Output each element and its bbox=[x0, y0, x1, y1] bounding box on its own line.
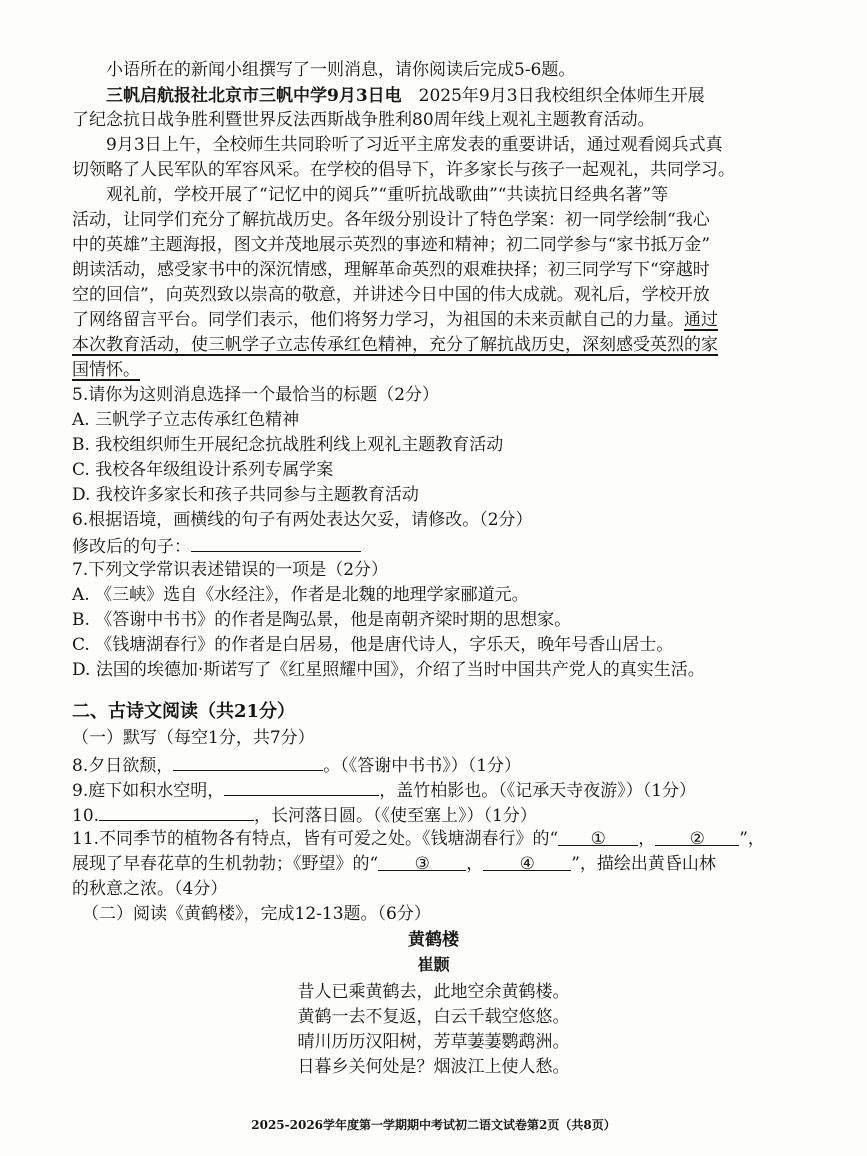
poem-line-3: 晴川历历汉阳树，芳草萋萋鹦鹉洲。 bbox=[297, 1032, 570, 1052]
q11-sep-1: ， bbox=[638, 829, 656, 849]
page-footer: 2025-2026学年度第一学期期中考试初二语文试卷第2页（共8页） bbox=[251, 1118, 616, 1132]
q10-line bbox=[72, 802, 827, 828]
news-p3-line6-text: 了网络留言平台。同学们表示，他们将努力学习，为祖国的未来贡献自己的力量。 bbox=[72, 310, 684, 330]
news-p2-line2: 切领略了人民军队的军容风采。在学校的倡导下，许多家长与孩子一起观礼，共同学习。 bbox=[72, 160, 735, 180]
q9-prefix: 9.庭下如积水空明， bbox=[72, 781, 225, 801]
news-p3-line5: 空的回信”，向英烈致以崇高的敬意，并讲述今日中国的伟大成就。观礼后，学校开放 bbox=[72, 285, 710, 305]
q11-blank-4[interactable]: ④ bbox=[483, 852, 571, 871]
q5-option-d[interactable]: D. 我校许多家长和孩子共同参与主题教育活动 bbox=[72, 485, 419, 505]
news-p3-line2: 活动，让同学们充分了解抗战历史。各年级分别设计了特色学案：初一同学绘制“我心 bbox=[72, 210, 710, 230]
q7-option-d[interactable]: D. 法国的埃德加·斯诺写了《红星照耀中国》，介绍了当时中国共产党人的真实生活。 bbox=[72, 660, 705, 680]
section2-sub2: （二）阅读《黄鹤楼》，完成12-13题。（6分） bbox=[82, 904, 431, 924]
news-p2-line1: 9月3日上午，全校师生共同聆听了习近平主席发表的重要讲话，通过观看阅兵式真 bbox=[106, 135, 723, 155]
underlined-sentence-end: 国情怀。 bbox=[72, 360, 140, 380]
news-p1-rest: 2025年9月3日我校组织全体师生开展 bbox=[401, 86, 705, 106]
poem-line-1: 昔人已乘黄鹤去，此地空余黄鹤楼。 bbox=[297, 982, 570, 1002]
underlined-sentence-start: 通过 bbox=[684, 310, 718, 330]
q5-stem: 5.请你为这则消息选择一个最恰当的标题（2分） bbox=[72, 385, 440, 405]
q6-answer-line bbox=[72, 533, 827, 559]
q6-answer-blank[interactable] bbox=[191, 533, 361, 552]
q7-option-a[interactable]: A. 《三峡》选自《水经注》，作者是北魏的地理学家郦道元。 bbox=[72, 585, 529, 605]
q11-blank-2[interactable]: ② bbox=[655, 827, 739, 846]
q8-blank[interactable] bbox=[173, 752, 323, 771]
q11-line2 bbox=[72, 852, 827, 876]
q8-prefix: 8.夕日欲颓， bbox=[72, 756, 174, 776]
poem-line-2: 黄鹤一去不复返，白云千载空悠悠。 bbox=[297, 1007, 570, 1027]
q8-line bbox=[72, 752, 827, 778]
news-p3-line1: 观礼前，学校开展了“记忆中的阅兵”“重听抗战歌曲”“共读抗日经典名著”等 bbox=[106, 185, 669, 205]
news-intro: 小语所在的新闻小组撰写了一则消息，请你阅读后完成5-6题。 bbox=[106, 60, 576, 80]
q11-text-a: 11.不同季节的植物各有特点，皆有可爱之处。《钱塘湖春行》的“ bbox=[72, 829, 559, 849]
q9-line bbox=[72, 777, 827, 803]
q9-suffix: ，盖竹柏影也。（《记承天寺夜游》）（1分） bbox=[379, 781, 697, 801]
q5-option-c[interactable]: C. 我校各年级组设计系列专属学案 bbox=[72, 460, 334, 480]
q11-end-quote: ”， bbox=[739, 829, 765, 849]
q5-option-b[interactable]: B. 我校组织师生开展纪念抗战胜利线上观礼主题教育活动 bbox=[72, 435, 504, 455]
q5-option-a[interactable]: A. 三帆学子立志传承红色精神 bbox=[72, 410, 300, 430]
q11-line1 bbox=[72, 827, 827, 851]
q11-text-b: 展现了早春花草的生机勃勃；《野望》的“ bbox=[72, 854, 379, 874]
q10-blank[interactable] bbox=[99, 802, 254, 821]
underlined-sentence-line2: 本次教育活动，使三帆学子立志传承红色精神，充分了解抗战历史，深刻感受英烈的家 bbox=[72, 335, 718, 355]
news-p3-line6 bbox=[72, 308, 827, 332]
q6-answer-label: 修改后的句子： bbox=[72, 537, 191, 557]
q11-line3: 的秋意之浓。（4分） bbox=[72, 879, 228, 899]
q8-suffix: 。（《答谢中书书》）（1分） bbox=[323, 756, 522, 776]
news-dateline-line bbox=[106, 84, 827, 108]
q11-text-c: ”，描绘出黄昏山林 bbox=[571, 854, 716, 874]
q7-stem: 7.下列文学常识表述错误的一项是（2分） bbox=[72, 560, 389, 580]
news-p3-line4: 朗读活动，感受家书中的深沉情感，理解革命英烈的艰难抉择；初三同学写下“穿越时 bbox=[72, 260, 710, 280]
q11-blank-1[interactable]: ① bbox=[558, 827, 638, 846]
poem-author: 崔颢 bbox=[417, 955, 450, 974]
q11-sep-2: ， bbox=[466, 854, 484, 874]
poem-title: 黄鹤楼 bbox=[408, 930, 459, 950]
q10-suffix: ，长河落日圆。（《使至塞上》）（1分） bbox=[254, 806, 537, 826]
news-dateline: 三帆启航报社北京市三帆中学9月3日电 bbox=[106, 86, 402, 106]
q7-option-c[interactable]: C. 《钱塘湖春行》的作者是白居易，他是唐代诗人，字乐天，晚年号香山居士。 bbox=[72, 635, 674, 655]
news-p1-line2: 了纪念抗日战争胜利暨世界反法西斯战争胜利80周年线上观礼主题教育活动。 bbox=[72, 110, 655, 130]
news-p3-line3: 中的英雄”主题海报，图文并茂地展示英烈的事迹和精神；初二同学参与“家书抵万金” bbox=[72, 235, 711, 255]
q6-stem: 6.根据语境，画横线的句子有两处表达欠妥，请修改。（2分） bbox=[72, 510, 533, 530]
q7-option-b[interactable]: B. 《答谢中书书》的作者是陶弘景，他是南朝齐梁时期的思想家。 bbox=[72, 610, 572, 630]
section2-title: 二、古诗文阅读（共21分） bbox=[72, 701, 296, 722]
underlined-sentence-line3 bbox=[72, 358, 827, 382]
q11-blank-3[interactable]: ③ bbox=[378, 852, 466, 871]
q9-blank[interactable] bbox=[224, 777, 379, 796]
q10-prefix: 10. bbox=[72, 806, 100, 826]
poem-line-4: 日暮乡关何处是？烟波江上使人愁。 bbox=[297, 1057, 570, 1077]
section2-sub1: （一）默写（每空1分，共7分） bbox=[72, 728, 315, 748]
